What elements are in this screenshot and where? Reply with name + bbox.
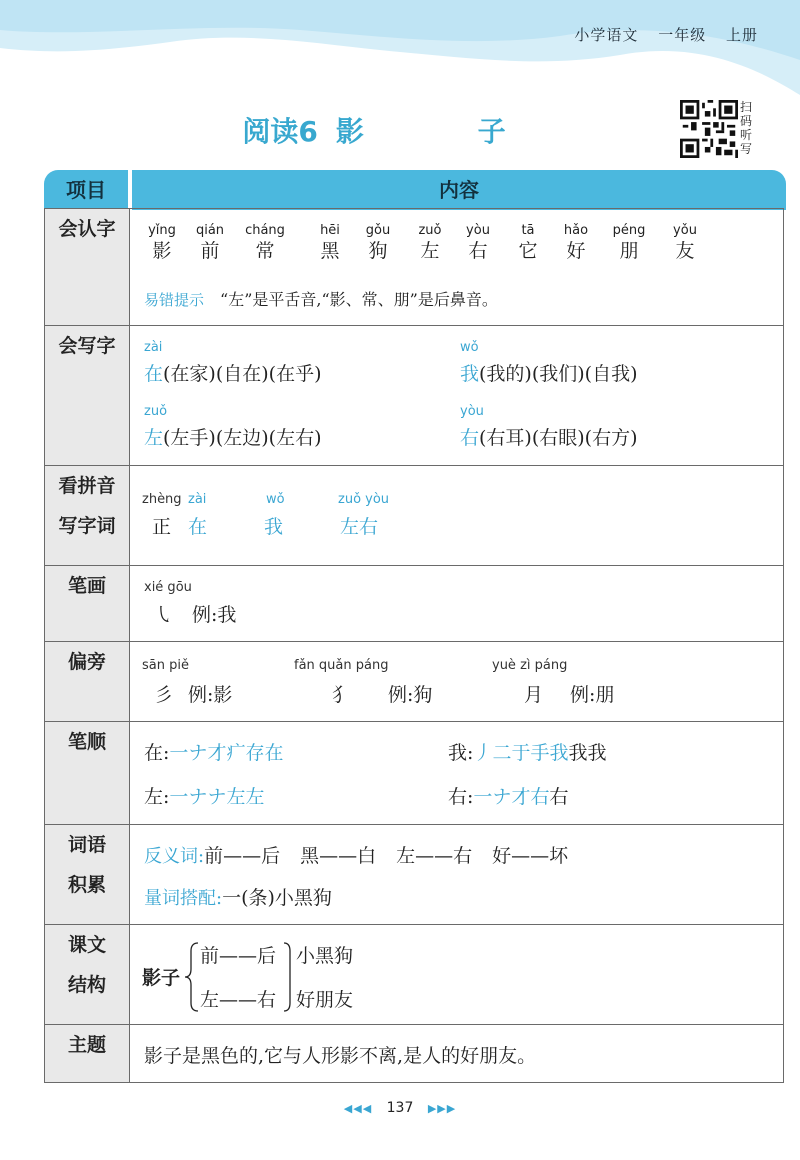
- row-label: 笔顺: [45, 722, 130, 825]
- row-content: [130, 209, 784, 326]
- antonym-label: 反义词:: [144, 846, 205, 867]
- stroke-step: 一: [169, 786, 189, 808]
- stroke-step: ナ: [188, 742, 208, 764]
- row-label-line: 积累: [67, 874, 106, 896]
- character: 黑: [320, 240, 340, 262]
- order-character: 左: [144, 786, 164, 808]
- column-header-content: 内容: [132, 170, 786, 210]
- stroke-order-line: [448, 782, 569, 809]
- stroke-step: 在: [264, 742, 284, 764]
- row-label: [45, 825, 130, 925]
- word-list: (在家)(自在)(在乎): [163, 363, 322, 385]
- stroke-step: 一: [473, 786, 493, 808]
- character: 友: [675, 240, 695, 262]
- stroke-step: ナ: [188, 786, 208, 808]
- write-character: 我: [460, 363, 480, 385]
- row-structure: [45, 925, 784, 1025]
- stroke-step: 二: [492, 742, 512, 764]
- pinyin: zài: [188, 492, 207, 507]
- tip-label: 易错提示: [144, 291, 205, 309]
- row-content: [130, 1025, 784, 1083]
- qr-code-label: 扫码听写: [740, 100, 753, 156]
- stroke-step: 手: [530, 742, 550, 764]
- stroke-step: ナ: [207, 786, 227, 808]
- stroke-step: 才: [511, 786, 531, 808]
- stroke-step: 丿: [473, 742, 493, 764]
- pinyin: yǒu: [673, 223, 697, 238]
- tip-text: “左”是平舌音,“影、常、朋”是后鼻音。: [220, 290, 498, 309]
- table-header: [44, 170, 786, 210]
- row-label: 主题: [45, 1025, 130, 1083]
- row-stroke-order: [45, 722, 784, 825]
- row-content: [130, 722, 784, 825]
- prev-arrows-icon: ◀◀◀: [343, 1102, 373, 1115]
- row-label: [45, 925, 130, 1025]
- separator: :: [163, 742, 170, 764]
- pinyin: zuǒ: [144, 404, 168, 419]
- row-label-line: 看拼音: [58, 475, 116, 497]
- subject-label: 小学语文: [574, 26, 639, 44]
- stroke-step: 才: [207, 742, 227, 764]
- lesson-number: 阅读6: [242, 115, 318, 148]
- pinyin: wǒ: [460, 340, 479, 355]
- pinyin: xié gōu: [144, 580, 192, 595]
- order-character: 我: [448, 742, 468, 764]
- row-stroke: [45, 566, 784, 642]
- row-content: [130, 825, 784, 925]
- pinyin: zuǒ: [418, 223, 442, 238]
- structure-result: 好朋友: [296, 989, 354, 1011]
- pinyin: qián: [195, 223, 225, 238]
- character: 它: [518, 240, 538, 262]
- row-label: 会写字: [45, 326, 130, 466]
- order-character: 右: [448, 786, 468, 808]
- word-list: (左手)(左边)(左右): [163, 427, 322, 449]
- structure-line: 前——后: [200, 945, 277, 967]
- page-number: 137: [386, 1100, 414, 1116]
- pinyin: yuè zì páng: [492, 658, 568, 673]
- word-list: (我的)(我们)(自我): [479, 363, 638, 385]
- left-brace-icon: [184, 941, 200, 1013]
- pinyin: tā: [521, 223, 535, 238]
- theme-text: 影子是黑色的,它与人形影不离,是人的好朋友。: [144, 1045, 537, 1067]
- structure-result: 小黑狗: [296, 945, 354, 967]
- structure-root: 影子: [142, 967, 181, 989]
- stroke-glyph: ㇂: [154, 604, 174, 626]
- row-radical: [45, 642, 784, 722]
- stroke-step: 于: [511, 742, 531, 764]
- radical-example: 例:朋: [570, 684, 615, 706]
- radical-example: 例:影: [188, 684, 233, 706]
- row-label-line: 结构: [67, 974, 106, 996]
- antonym-pair: 前——后: [204, 845, 281, 867]
- pinyin: fǎn quǎn páng: [294, 658, 389, 673]
- stroke-order-line: [448, 738, 607, 765]
- row-content: [130, 326, 784, 466]
- pinyin: zhèng: [142, 492, 182, 507]
- character: 狗: [368, 240, 388, 262]
- row-content: [130, 642, 784, 722]
- character: 右: [468, 240, 488, 262]
- row-content: [130, 466, 784, 566]
- lesson-name: 影 子: [335, 115, 558, 148]
- row-label-line: 写字词: [58, 515, 116, 537]
- character: 常: [255, 240, 275, 262]
- row-label: 笔画: [45, 566, 130, 642]
- stroke-step: 我: [587, 742, 607, 764]
- row-words: [45, 825, 784, 925]
- row-write: [45, 326, 784, 466]
- word-list: (右耳)(右眼)(右方): [479, 427, 638, 449]
- stroke-step: ナ: [492, 786, 512, 808]
- volume-label: 上册: [725, 26, 758, 44]
- measure-word-line: [144, 883, 332, 910]
- character: 前: [200, 240, 220, 262]
- antonym-pair: 左——右: [396, 845, 473, 867]
- stroke-step: 左: [226, 786, 246, 808]
- measure-label: 量词搭配:: [144, 888, 223, 909]
- stroke-step: 我: [549, 742, 569, 764]
- radical-example: 例:狗: [388, 684, 433, 706]
- row-content: [130, 566, 784, 642]
- next-arrows-icon: ▶▶▶: [427, 1102, 457, 1115]
- stroke-step: 疒: [226, 742, 246, 764]
- write-character: 左: [144, 427, 164, 449]
- pinyin: sān piě: [142, 658, 189, 673]
- pinyin: péng: [612, 223, 646, 238]
- row-recognize: [45, 209, 784, 326]
- stroke-step: 存: [245, 742, 265, 764]
- separator: :: [467, 786, 474, 808]
- pinyin: zài: [144, 340, 163, 355]
- pinyin: gǒu: [365, 223, 391, 238]
- row-label: 会认字: [45, 209, 130, 326]
- write-character: 在: [144, 363, 164, 385]
- write-character: 右: [460, 427, 480, 449]
- pinyin: hǎo: [563, 223, 589, 238]
- antonym-line: [144, 841, 568, 868]
- pinyin: zuǒ yòu: [338, 492, 390, 507]
- separator: :: [163, 786, 170, 808]
- radical-glyph: 犭: [332, 684, 352, 706]
- row-content: [130, 925, 784, 1025]
- study-table: [44, 208, 784, 1083]
- radical-glyph: 彡: [154, 684, 174, 706]
- stroke-step: 右: [549, 786, 569, 808]
- character: 朋: [619, 240, 639, 262]
- answer-character: 我: [264, 516, 284, 538]
- character: 左: [420, 240, 440, 262]
- character: 正: [152, 516, 172, 538]
- antonym-pair: 黑——白: [300, 845, 377, 867]
- stroke-step: 一: [169, 742, 189, 764]
- stroke-order-line: [144, 782, 265, 809]
- stroke-order-line: [144, 738, 284, 765]
- right-brace-icon: [282, 941, 296, 1013]
- row-pinyin: [45, 466, 784, 566]
- answer-character: 在: [188, 516, 208, 538]
- pinyin: yòu: [466, 223, 490, 238]
- grade-label: 一年级: [658, 26, 707, 44]
- stroke-step: 左: [245, 786, 265, 808]
- character: 影: [152, 240, 172, 262]
- book-header: [560, 24, 758, 45]
- measure-text: 一(条)小黑狗: [222, 887, 332, 909]
- separator: :: [467, 742, 474, 764]
- row-label: [45, 466, 130, 566]
- row-label-line: 课文: [67, 934, 106, 956]
- qr-code-icon[interactable]: [680, 100, 738, 158]
- pinyin: hēi: [320, 223, 340, 238]
- pinyin: yòu: [460, 404, 484, 419]
- stroke-example: 例:我: [192, 604, 237, 626]
- radical-glyph: 月: [524, 684, 544, 706]
- pinyin: yǐng: [148, 223, 176, 238]
- page-footer: [0, 1100, 800, 1116]
- stroke-step: 我: [568, 742, 588, 764]
- pinyin: cháng: [245, 223, 285, 238]
- antonym-pair: 好——坏: [492, 845, 569, 867]
- row-label: 偏旁: [45, 642, 130, 722]
- row-theme: [45, 1025, 784, 1083]
- character: 好: [566, 240, 586, 262]
- structure-line: 左——右: [200, 989, 277, 1011]
- pinyin: wǒ: [266, 492, 285, 507]
- row-label-line: 词语: [67, 834, 106, 856]
- column-header-item: 项目: [44, 170, 128, 210]
- answer-character: 左右: [340, 516, 379, 538]
- order-character: 在: [144, 742, 164, 764]
- header-wave-decoration: [0, 0, 800, 110]
- stroke-step: 右: [530, 786, 550, 808]
